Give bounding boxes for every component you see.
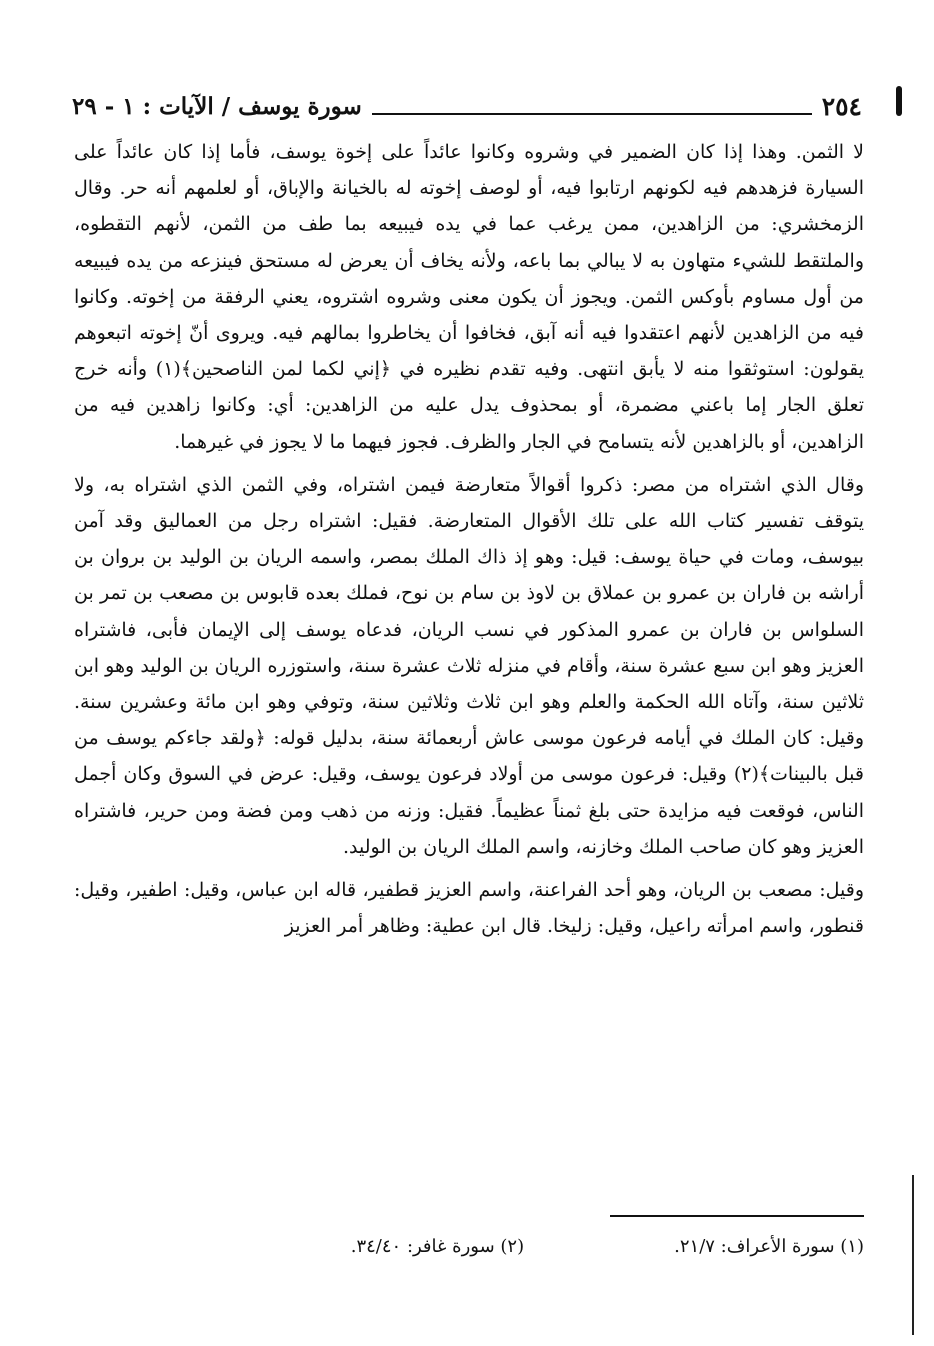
footnote-1: (١) سورة الأعراف: ٢١/٧. — [674, 1236, 864, 1257]
body-text — [74, 134, 864, 944]
page-number: ٢٥٤ — [821, 92, 862, 121]
page-header — [72, 82, 862, 122]
paragraph: وقيل: مصعب بن الريان، وهو أحد الفراعنة، واسم العزيز قطفير، قاله ابن عباس، وقيل: اطفير، وقيل: قنطور، واسم امرأته راعيل، وقيل: زليخا. قال ابن عطية: وظاهر أمر العزيز — [74, 879, 864, 938]
footnote-rule — [610, 1215, 864, 1217]
margin-line — [912, 1175, 914, 1335]
running-title: سورة يوسف / الآيات : ١ - ٢٩ — [72, 93, 362, 120]
margin-mark — [896, 86, 902, 116]
footnote-2: (٢) سورة غافر: ٣٤/٤٠. — [350, 1236, 525, 1257]
footnotes — [260, 1232, 864, 1268]
paragraph: لا الثمن. وهذا إذا كان الضمير في وشروه وكانوا عائداً على إخوة يوسف، فأما إذا كان عائداً على السيارة فزهدهم فيه لكونهم ارتابوا فيه، أو لوصف إخوته له بالخيانة والإباق، أو لعلمهم أنه حر. وقال الزمخشري: من الزاهدين، ممن يرغب عما في يده فيبيعه بما طف من الثمن، لأنهم التقطوه، والملتقط للشيء متهاون به لا يبالي بما باعه، ولأنه يخاف أن يعرض له مستحق فينزعه من يده فيبيعه من أول مساوم بأوكس الثمن. ويجوز أن يكون معنى وشروه اشتروه، يعني الرفقة من إخوته. وكانوا فيه من الزاهدين لأنهم اعتقدوا فيه أنه آبق، فخافوا أن يخاطروا بمالهم فيه. ويروى أنّ إخوته اتبعوهم يقولون: استوثقوا منه لا يأبق انتهى. وفيه تقدم نظيره في ﴿إني لكما لمن الناصحين﴾(١) وأنه خرج تعلق الجار إما باعني مضمرة، أو بمحذوف يدل عليه من الزاهدين: أي: وكانوا زاهدين فيه من الزاهدين، أو بالزاهدين لأنه يتسامح في الجار والظرف. فجوز فيهما ما لا يجوز في غيرهما. — [74, 141, 864, 453]
header-rule — [372, 113, 812, 115]
paragraph: وقال الذي اشتراه من مصر: ذكروا أقوالاً متعارضة فيمن اشتراه، وفي الثمن الذي اشتراه به، ولا يتوقف تفسير كتاب الله على تلك الأقوال المتعارضة. فقيل: اشتراه رجل من العماليق وقد آمن بيوسف، ومات في حياة يوسف: قيل: وهو إذ ذاك الملك بمصر، واسمه الريان بن الوليد بن بروان بن أراشه بن فاران بن عمرو بن عملاق بن لاوذ بن سام بن نوح، فملك بعده قابوس بن مصعب بن تمر بن السلواس بن فاران بن عمرو المذكور في نسب الريان، فدعاه يوسف إلى الإيمان فأبى، فاشتراه العزيز وهو ابن سبع عشرة سنة، وأقام في منزله ثلاث عشرة سنة، واستوزره الريان بن الوليد وهو ابن ثلاثين سنة، وآتاه الله الحكمة والعلم وهو ابن ثلاث وثلاثين سنة، وتوفي وهو ابن مائة وعشرين سنة. وقيل: كان الملك في أيامه فرعون موسى عاش أربعمائة سنة، بدليل قوله: ﴿ولقد جاءكم يوسف من قبل بالبينات﴾(٢) وقيل: فرعون موسى من أولاد فرعون يوسف، وقيل: عرض في السوق وكان أجمل الناس، فوقعت فيه مزايدة حتى بلغ ثمناً عظيماً. فقيل: وزنه من ذهب ومن فضة ومن حرير، فاشتراه العزيز وهو كان صاحب الملك وخازنه، واسم الملك الريان بن الوليد. — [74, 473, 864, 858]
